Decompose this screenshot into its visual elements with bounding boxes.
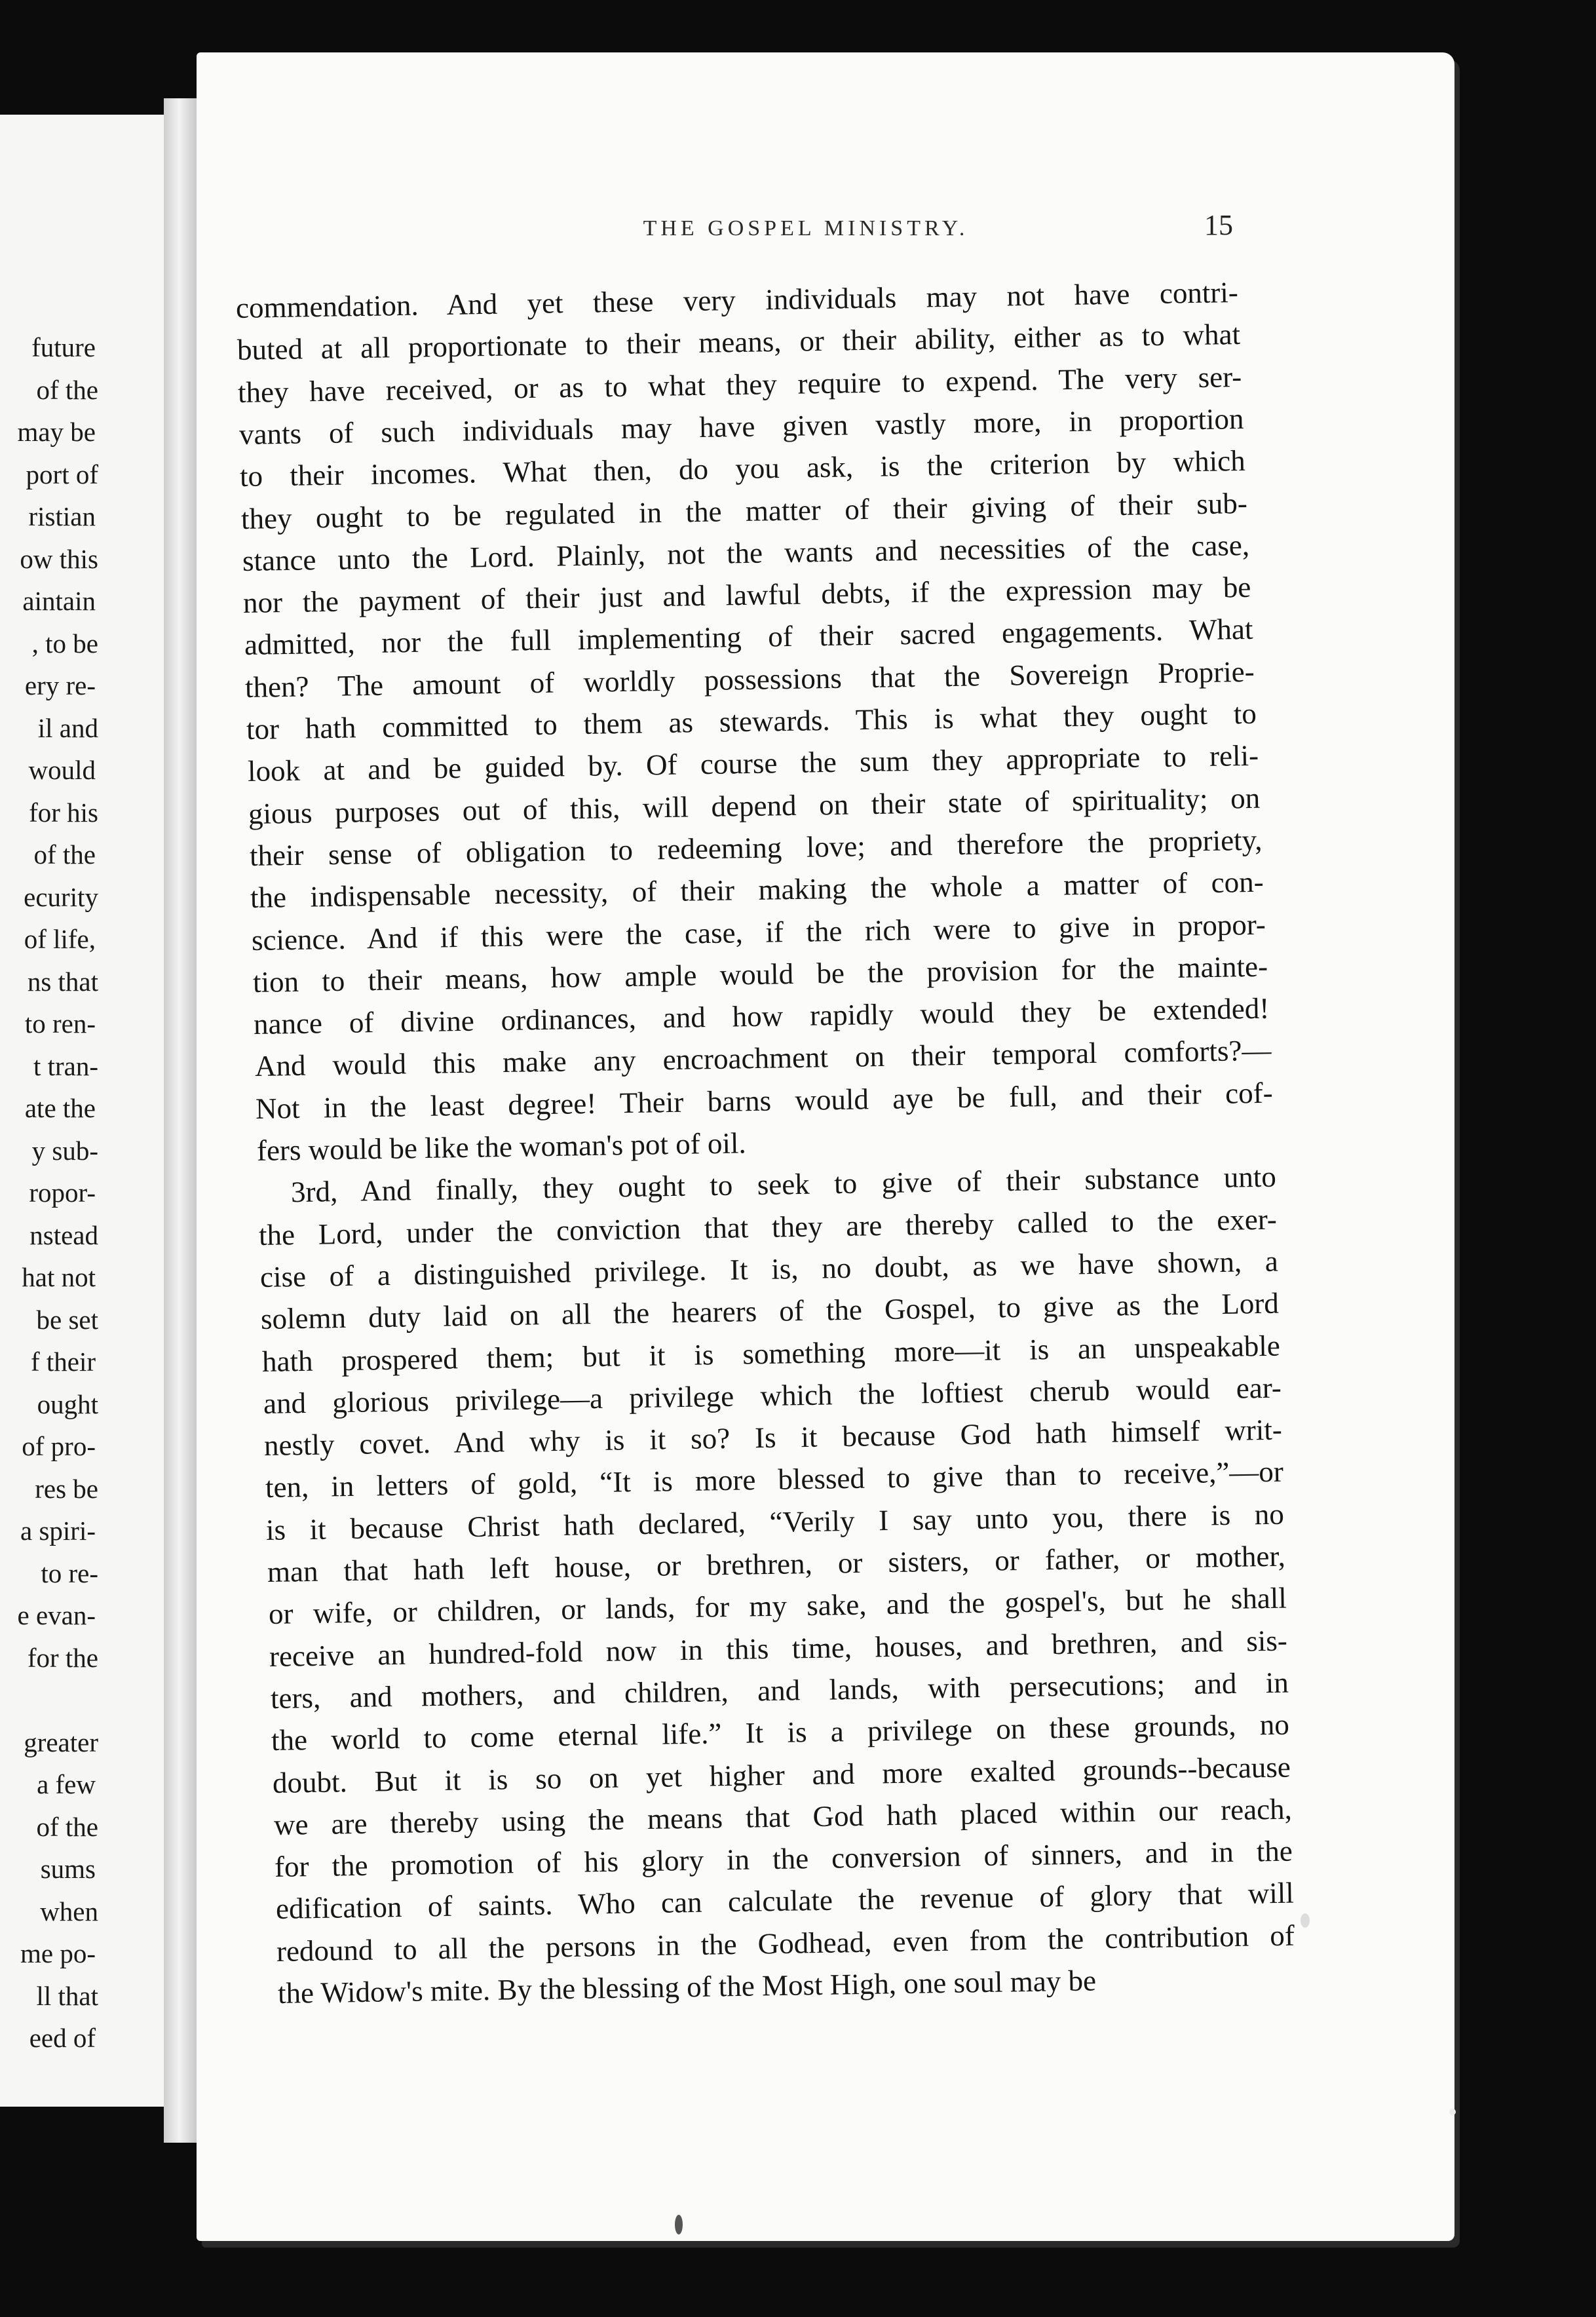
body-line: Not in the least degree! Their barns would aye be full, and their cof-: [255, 1076, 1274, 1125]
left-margin-fragment: of the: [33, 839, 96, 870]
left-margin-fragment: would: [28, 755, 96, 785]
left-margin-fragment: t tran-: [33, 1050, 98, 1081]
left-margin-fragment: eed of: [29, 2023, 96, 2053]
body-line: edification of saints. Who can calculate the revenue of glory that will: [275, 1876, 1294, 1926]
left-margin-fragment: aintain: [22, 586, 96, 616]
left-margin-fragment: me po-: [20, 1938, 96, 1968]
body-line: commendation. And yet these very individuals may not have contri-: [235, 275, 1239, 324]
left-margin-fragment: a spiri-: [20, 1516, 96, 1546]
left-margin-fragment: when: [40, 1896, 98, 1926]
body-line: and glorious privilege—a privilege which the loftiest cherub would ear-: [263, 1371, 1282, 1420]
left-margin-fragment: ow this: [20, 543, 98, 574]
left-margin-fragment: a few: [37, 1769, 96, 1799]
body-line: for the promotion of his glory in the conversion of sinners, and in the: [274, 1834, 1293, 1884]
left-margin-fragment: to ren-: [24, 1008, 96, 1039]
left-margin-fragment: ristian: [28, 501, 96, 531]
left-margin-fragment: of pro-: [22, 1431, 96, 1461]
left-margin-fragment: future: [31, 332, 96, 362]
left-margin-fragment: sums: [40, 1854, 96, 1884]
body-line: ters, and mothers, and children, and lands, with persecutions; and in: [270, 1666, 1289, 1715]
body-line: tion to their means, how ample would be the provision for the mainte-: [252, 949, 1268, 999]
body-line: doubt. But it is so on yet higher and more exalted grounds--because: [272, 1750, 1291, 1799]
left-margin-fragment: greater: [24, 1727, 98, 1757]
body-line: buted at all proportionate to their means, or their ability, either as to what: [237, 318, 1240, 367]
left-margin-fragment: ery re-: [24, 670, 96, 700]
body-line: their sense of obligation to redeeming love; and therefore the propriety,: [249, 823, 1263, 872]
body-line: nestly covet. And why is it so? Is it because God hath himself writ-: [263, 1413, 1283, 1463]
body-line: the Widow's mite. By the blessing of the Most High, one soul may be: [277, 1964, 1097, 2010]
body-line: or wife, or children, or lands, for my sake, and the gospel's, but he shall: [268, 1581, 1287, 1631]
body-line: the Lord, under the conviction that they are thereby called to the exer-: [258, 1202, 1278, 1252]
body-line: gious purposes out of this, will depend on their state of spirituality; on: [248, 781, 1261, 830]
dust-speck: [1301, 1913, 1310, 1928]
body-line: admitted, nor the full implementing of their sacred engagements. What: [244, 613, 1253, 662]
left-margin-fragment: nstead: [29, 1219, 98, 1250]
left-margin-fragment: ropor-: [29, 1178, 96, 1208]
left-margin-fragment: e evan-: [17, 1600, 96, 1630]
body-line: is it because Christ hath declared, “Verily I say unto you, there is no: [265, 1497, 1285, 1546]
body-line: the world to come eternal life.” It is a privilege on these grounds, no: [271, 1708, 1290, 1757]
body-line: tor hath committed to them as stewards. This is what they ought to: [246, 697, 1257, 746]
body-line: fers would be like the woman's pot of oil.: [256, 1126, 747, 1167]
body-line: vants of such individuals may have given vastly more, in proportion: [238, 402, 1244, 451]
dust-speck: [1449, 2109, 1456, 2115]
left-margin-fragment: ns that: [27, 966, 98, 997]
left-margin-fragment: ecurity: [24, 881, 98, 912]
left-margin-fragment: y sub-: [31, 1135, 98, 1166]
left-margin-fragment: , to be: [31, 628, 98, 659]
left-margin-fragment: be set: [36, 1304, 98, 1335]
body-line: the indispensable necessity, of their making the whole a matter of con-: [250, 865, 1264, 915]
left-margin-fragment: for his: [29, 797, 98, 828]
left-margin-fragment: port of: [26, 459, 98, 489]
body-line: man that hath left house, or brethren, or sisters, or father, or mother,: [267, 1539, 1286, 1588]
body-line: 3rd, And finally, they ought to seek to give of their substance unto: [290, 1160, 1276, 1209]
body-line: look at and be guided by. Of course the sum they appropriate to reli-: [247, 739, 1259, 788]
left-margin-fragment: f their: [30, 1347, 96, 1377]
left-margin-fragment: of life,: [24, 924, 96, 954]
page-number: 15: [1204, 209, 1233, 241]
left-margin-fragment: res be: [35, 1473, 98, 1504]
dust-speck: [675, 2215, 683, 2234]
body-line: nor the payment of their just and lawful debts, if the expression may be: [242, 570, 1251, 620]
body-line: to their incomes. What then, do you ask, is the criterion by which: [239, 444, 1246, 493]
left-margin-fragment: hat not: [22, 1262, 96, 1292]
left-page-fragment: [0, 115, 164, 2107]
left-margin-fragment: ll that: [36, 1980, 98, 2011]
body-line: hath prospered them; but it is something more—it is an unspeakable: [261, 1329, 1281, 1378]
left-margin-fragment: of the: [36, 1811, 98, 1842]
left-margin-fragment: ought: [37, 1388, 98, 1419]
left-margin-fragment: for the: [27, 1642, 98, 1673]
body-line: they ought to be regulated in the matter of their giving of their sub-: [240, 486, 1248, 535]
left-margin-fragment: to re-: [41, 1558, 98, 1588]
left-margin-fragment: may be: [17, 417, 96, 447]
left-margin-fragment: of the: [36, 374, 98, 405]
body-line: science. And if this were the case, if the rich were to give in propor-: [251, 908, 1266, 957]
body-line: And would this make any encroachment on their temporal comforts?—: [254, 1034, 1272, 1083]
left-margin-fragment: il and: [37, 712, 98, 743]
body-line: nance of divine ordinances, and how rapidly would they be extended!: [253, 991, 1270, 1041]
body-line: redound to all the persons in the Godhead, even from the contribution of: [276, 1919, 1295, 1968]
body-line: stance unto the Lord. Plainly, not the wants and necessities of the case,: [242, 528, 1249, 577]
body-line: they have received, or as to what they require to expend. The very ser-: [237, 360, 1242, 409]
body-line: then? The amount of worldly possessions that the Sovereign Proprie-: [244, 655, 1255, 704]
left-margin-fragment: ate the: [24, 1093, 96, 1123]
body-line: cise of a distinguished privilege. It is, no doubt, as we have shown, a: [259, 1244, 1278, 1293]
body-line: receive an hundred-fold now in this time, houses, and brethren, and sis-: [269, 1624, 1288, 1673]
body-line: ten, in letters of gold, “It is more blessed to give than to receive,”—or: [265, 1455, 1283, 1504]
running-head: THE GOSPEL MINISTRY.: [643, 216, 969, 240]
body-line: solemn duty laid on all the hearers of the Gospel, to give as the Lord: [260, 1286, 1280, 1336]
body-line: we are thereby using the means that God hath placed within our reach,: [273, 1792, 1292, 1841]
